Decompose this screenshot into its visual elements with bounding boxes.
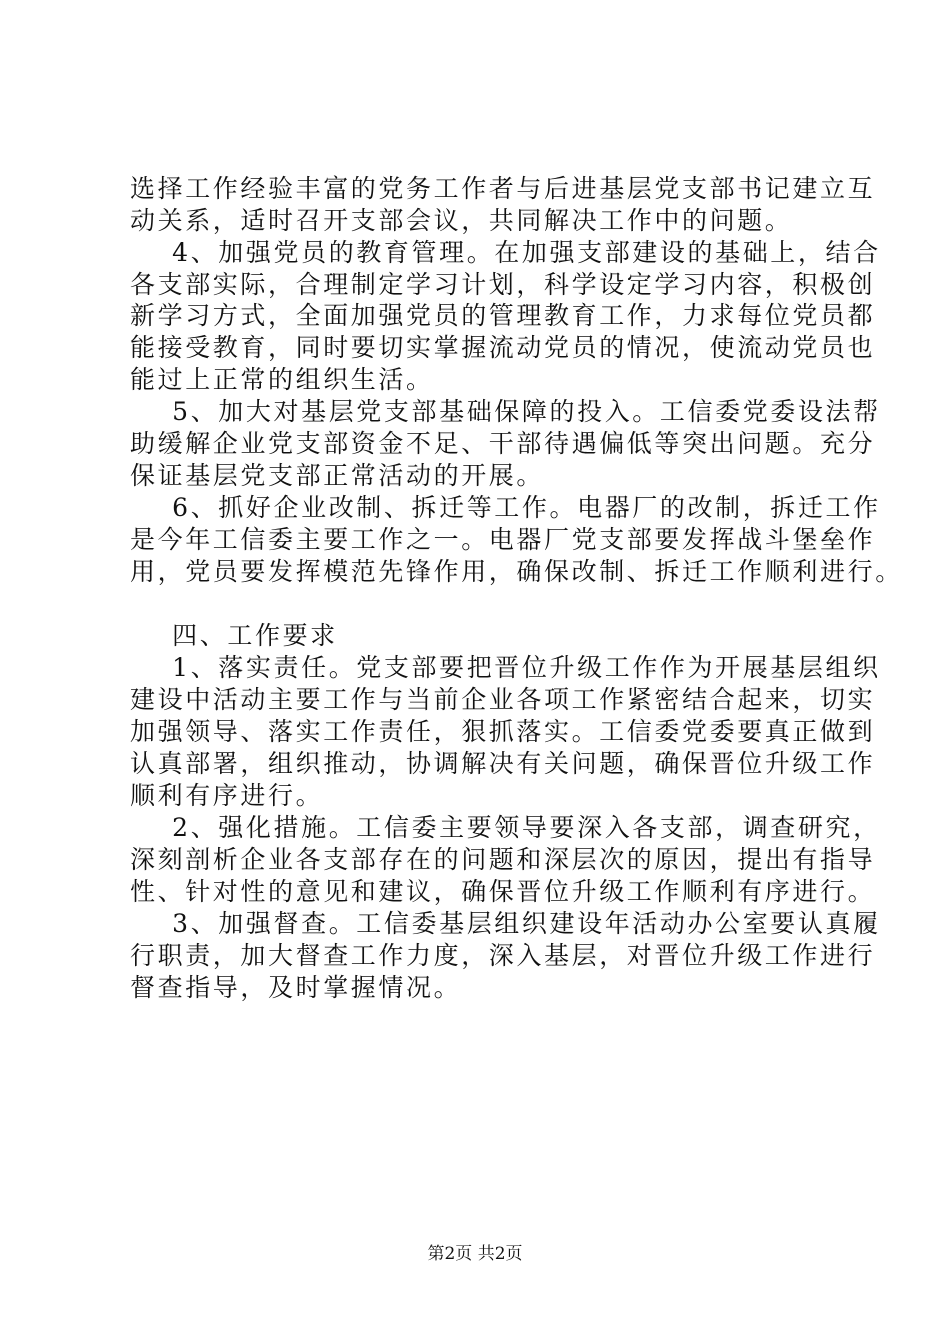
body-line: 认真部署，组织推动，协调解决有关问题，确保晋位升级工作 (130, 749, 876, 778)
body-line: 顺利有序进行。 (130, 781, 324, 810)
page-number-footer: 第2页 共2页 (427, 1244, 523, 1264)
body-line: 保证基层党支部正常活动的开展。 (130, 461, 545, 490)
body-line: 深刻剖析企业各支部存在的问题和深层次的原因，提出有指导 (130, 845, 876, 874)
body-line: 能过上正常的组织生活。 (130, 365, 434, 394)
body-line: 6、抓好企业改制、拆迁等工作。电器厂的改制，拆迁工作 (130, 493, 881, 522)
body-line: 用，党员要发挥模范先锋作用，确保改制、拆迁工作顺利进行。 (130, 557, 903, 586)
body-line: 1、落实责任。党支部要把晋位升级工作作为开展基层组织 (130, 653, 881, 682)
body-line: 5、加大对基层党支部基础保障的投入。工信委党委设法帮 (130, 397, 881, 426)
body-line: 3、加强督查。工信委基层组织建设年活动办公室要认真履 (130, 909, 881, 938)
body-line: 行职责，加大督查工作力度，深入基层，对晋位升级工作进行 (130, 941, 876, 970)
body-line: 能接受教育，同时要切实掌握流动党员的情况，使流动党员也 (130, 333, 876, 362)
body-line: 各支部实际，合理制定学习计划，科学设定学习内容，积极创 (130, 270, 876, 299)
body-line: 是今年工信委主要工作之一。电器厂党支部要发挥战斗堡垒作 (130, 525, 876, 554)
section-heading: 四、工作要求 (130, 621, 338, 650)
body-line: 动关系，适时召开支部会议，共同解决工作中的问题。 (130, 206, 793, 235)
body-line: 4、加强党员的教育管理。在加强支部建设的基础上，结合 (130, 238, 881, 267)
body-line: 新学习方式，全面加强党员的管理教育工作，力求每位党员都 (130, 301, 876, 330)
body-line: 选择工作经验丰富的党务工作者与后进基层党支部书记建立互 (130, 174, 876, 203)
body-line: 督查指导，及时掌握情况。 (130, 973, 462, 1002)
body-line: 建设中活动主要工作与当前企业各项工作紧密结合起来，切实 (130, 685, 876, 714)
body-line: 助缓解企业党支部资金不足、干部待遇偏低等突出问题。充分 (130, 429, 876, 458)
body-line: 2、强化措施。工信委主要领导要深入各支部，调查研究， (130, 813, 881, 842)
body-line: 加强领导、落实工作责任，狠抓落实。工信委党委要真正做到 (130, 717, 876, 746)
body-line: 性、针对性的意见和建议，确保晋位升级工作顺利有序进行。 (130, 877, 876, 906)
